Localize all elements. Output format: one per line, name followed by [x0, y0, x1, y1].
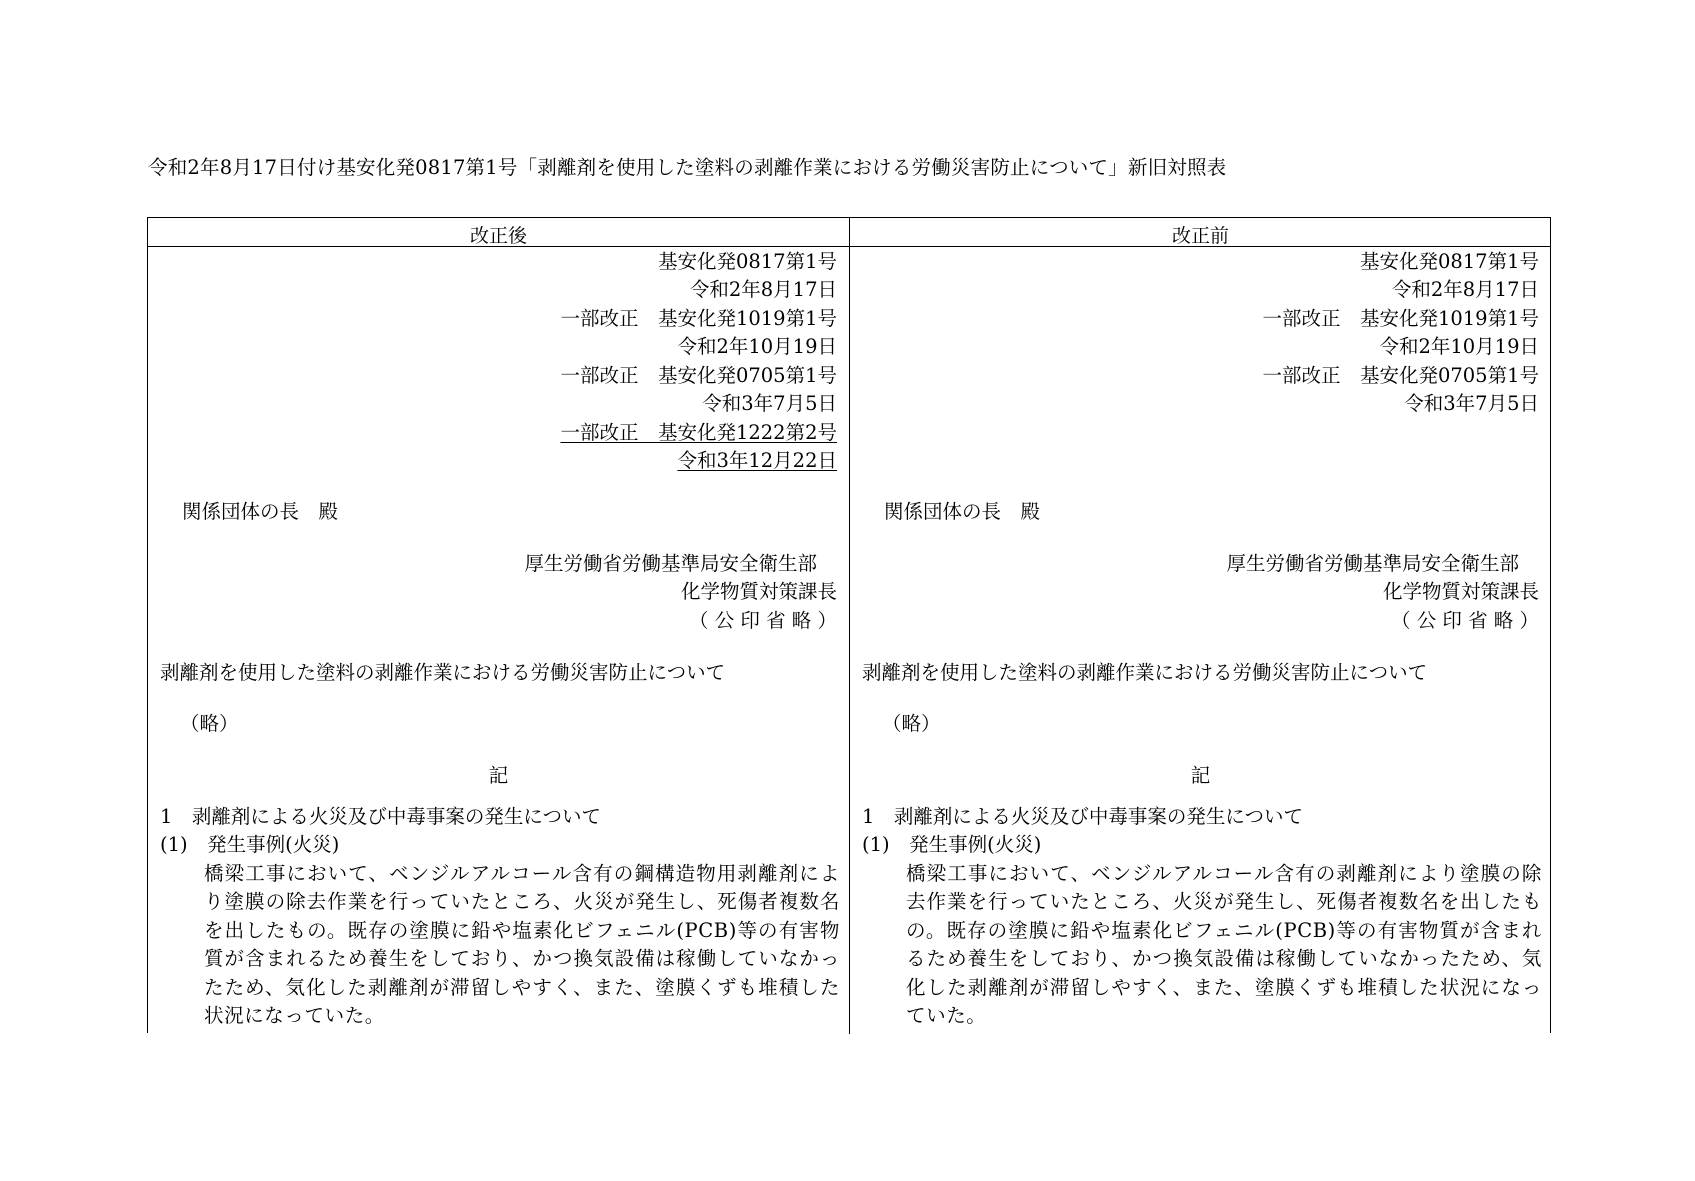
column-after [148, 248, 849, 1034]
addressee: 関係団体の長 殿 [182, 500, 339, 523]
seal-omitted: （ 公 印 省 略 ） [1391, 609, 1539, 632]
omitted-note: （略） [882, 712, 941, 735]
issuance-number: 基安化発0817第1号 [1359, 250, 1539, 273]
sender-department: 厚生労働省労働基準局安全衛生部 [524, 552, 817, 575]
header-after: 改正後 [469, 225, 527, 247]
revision-number: 一部改正 基安化発1019第1号 [560, 307, 837, 330]
case-description: 橋梁工事において、ベンジルアルコール含有の剥離剤により塗膜の除去作業を行っていたところ、火災が発生し、死傷者複数名を出したもの。既存の塗膜に鉛や塩素化ビフェニル(PCB)等の有害物質が含まれるため養生をしており、かつ換気設備は稼働していなかったため、気化した剥離剤が滞留しやすく、また、塗膜くずも堆積した状況になっていた。 [906, 862, 1542, 1028]
revision-date: 令和3年7月5日 [1404, 392, 1539, 415]
omitted-note: （略） [180, 712, 239, 735]
section-heading: 1 剥離剤による火災及び中毒事案の発生について [160, 805, 602, 828]
issuance-number: 基安化発0817第1号 [657, 250, 837, 273]
revision-number-new: 一部改正 基安化発1222第2号 [560, 421, 837, 444]
issuance-date: 令和2年8月17日 [689, 278, 837, 301]
revision-date-new: 令和3年12月22日 [677, 449, 837, 472]
document-title: 令和2年8月17日付け基安化発0817第1号「剥離剤を使用した塗料の剥離作業における労働災害防止について」新旧対照表 [148, 156, 1227, 179]
sender-department: 厚生労働省労働基準局安全衛生部 [1226, 552, 1519, 575]
revision-number: 一部改正 基安化発1019第1号 [1262, 307, 1539, 330]
subsection-heading: (1) 発生事例(火災) [160, 833, 340, 856]
revision-number: 一部改正 基安化発0705第1号 [1262, 364, 1539, 387]
subsection-heading: (1) 発生事例(火災) [862, 833, 1042, 856]
issuance-date: 令和2年8月17日 [1391, 278, 1539, 301]
addressee: 関係団体の長 殿 [884, 500, 1041, 523]
revision-date: 令和2年10月19日 [677, 335, 837, 358]
sender-title: 化学物質対策課長 [680, 580, 837, 603]
section-heading: 1 剥離剤による火災及び中毒事案の発生について [862, 805, 1304, 828]
revision-date: 令和3年7月5日 [702, 392, 837, 415]
sender-title: 化学物質対策課長 [1382, 580, 1539, 603]
subject: 剥離剤を使用した塗料の剥離作業における労働災害防止について [862, 661, 1428, 684]
comparison-table [147, 217, 1551, 1033]
header-before: 改正前 [1171, 225, 1229, 247]
revision-number: 一部改正 基安化発0705第1号 [560, 364, 837, 387]
column-before [850, 248, 1551, 1034]
subject: 剥離剤を使用した塗料の剥離作業における労働災害防止について [160, 661, 726, 684]
case-description: 橋梁工事において、ベンジルアルコール含有の鋼構造物用剥離剤により塗膜の除去作業を行っていたところ、火災が発生し、死傷者複数名を出したもの。既存の塗膜に鉛や塩素化ビフェニル(PCB)等の有害物質が含まれるため養生をしており、かつ換気設備は稼働していなかったため、気化した剥離剤が滞留しやすく、また、塗膜くずも堆積した状況になっていた。 [204, 862, 840, 1028]
ki-heading: 記 [488, 764, 509, 787]
revision-date: 令和2年10月19日 [1379, 335, 1539, 358]
seal-omitted: （ 公 印 省 略 ） [689, 609, 837, 632]
ki-heading: 記 [1190, 764, 1211, 787]
